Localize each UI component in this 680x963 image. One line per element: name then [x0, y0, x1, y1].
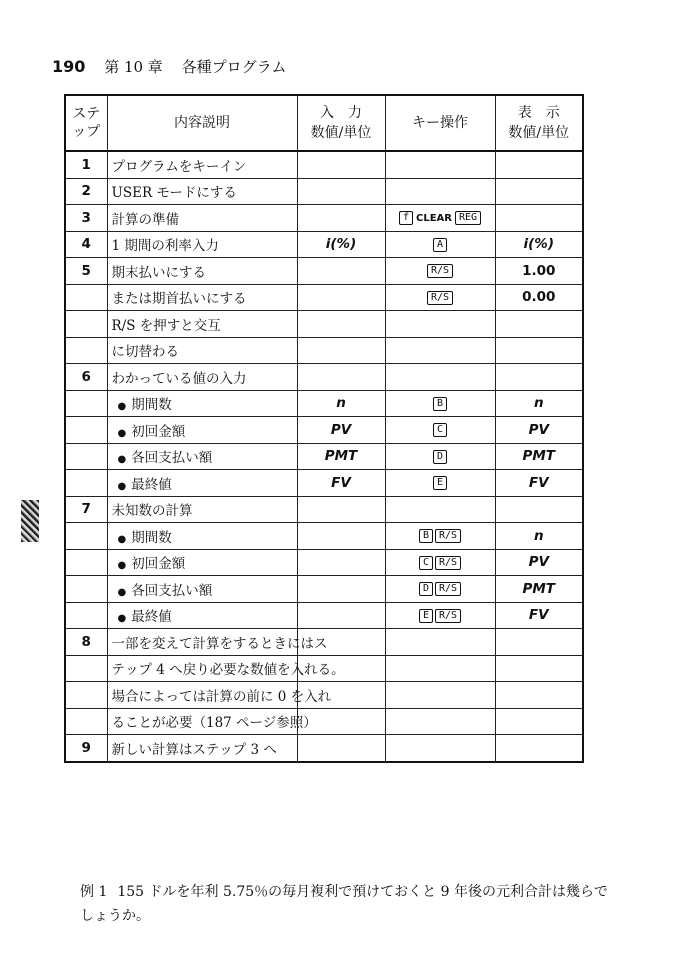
- description-text: 各回支払い額: [131, 582, 213, 599]
- key-cell: [385, 523, 495, 550]
- display-cell: [495, 364, 583, 391]
- display-cell: 0.00: [495, 284, 583, 311]
- description-cell: [107, 549, 297, 576]
- table-row: [65, 337, 583, 364]
- step-cell: [65, 576, 107, 603]
- description-text: ることが必要（187 ページ参照）: [111, 715, 317, 732]
- table-row: [65, 523, 583, 550]
- calculator-key: C: [433, 423, 447, 437]
- description-text: 計算の準備: [111, 211, 179, 228]
- input-cell: [297, 337, 385, 364]
- table-row: [65, 311, 583, 338]
- step-cell: [65, 390, 107, 417]
- bullet-marker: ●: [117, 454, 127, 466]
- calculator-key: R/S: [435, 609, 461, 623]
- key-cell: [385, 390, 495, 417]
- description-cell: [107, 708, 317, 735]
- input-cell: n: [297, 390, 385, 417]
- step-cell: [65, 443, 107, 470]
- input-cell: PMT: [297, 443, 385, 470]
- display-cell: [495, 655, 583, 682]
- key-cell: [385, 364, 495, 391]
- chapter-number: 第 10 章: [104, 58, 163, 76]
- bullet-marker: ●: [117, 586, 127, 598]
- display-cell: [495, 682, 583, 709]
- table-row: [65, 205, 583, 232]
- input-cell: [297, 735, 385, 762]
- key-cell: [385, 258, 495, 285]
- display-cell: PV: [495, 549, 583, 576]
- key-cell: [385, 549, 495, 576]
- input-cell: FV: [297, 470, 385, 497]
- description-text: 一部を変えて計算をするときにはス: [111, 635, 328, 652]
- description-text: わかっている値の入力: [111, 370, 247, 387]
- display-cell: n: [495, 390, 583, 417]
- key-cell: [385, 337, 495, 364]
- bullet-marker: ●: [117, 613, 127, 625]
- display-cell: PMT: [495, 576, 583, 603]
- display-cell: [495, 708, 583, 735]
- step-cell: [65, 523, 107, 550]
- description-cell: [107, 390, 297, 417]
- display-cell: FV: [495, 602, 583, 629]
- page-header: [52, 56, 286, 77]
- key-cell: [385, 496, 495, 523]
- calculator-key: REG: [455, 211, 481, 225]
- calculator-key: D: [433, 450, 447, 464]
- table-row: [65, 629, 583, 656]
- key-cell: [385, 443, 495, 470]
- display-cell: [495, 311, 583, 338]
- thumb-index-mark: [21, 500, 39, 542]
- step-cell: 7: [65, 496, 107, 523]
- example-text: 155 ドルを年利 5.75％の毎月複利で預けておくと 9 年後の元利合計は幾らでしょうか。: [80, 884, 608, 924]
- bullet-marker: ●: [117, 427, 127, 439]
- step-cell: [65, 284, 107, 311]
- step-cell: 6: [65, 364, 107, 391]
- step-cell: 2: [65, 178, 107, 205]
- input-cell: [297, 311, 385, 338]
- key-cell: [385, 682, 495, 709]
- bullet-marker: ●: [117, 560, 127, 572]
- col-display: [495, 95, 583, 151]
- display-cell: [495, 735, 583, 762]
- description-cell: [107, 735, 297, 762]
- description-text: 新しい計算はステップ 3 へ: [111, 741, 277, 758]
- description-cell: [107, 470, 297, 497]
- table-row: [65, 655, 583, 682]
- description-cell: [107, 284, 297, 311]
- description-cell: [107, 629, 328, 656]
- table-header-row: [65, 95, 583, 151]
- key-cell: [385, 629, 495, 656]
- step-cell: [65, 311, 107, 338]
- display-cell: [495, 496, 583, 523]
- description-text: 期末払いにする: [111, 264, 206, 281]
- step-cell: [65, 602, 107, 629]
- calculator-key: CLEAR: [415, 212, 452, 224]
- step-cell: [65, 549, 107, 576]
- table-row: [65, 470, 583, 497]
- step-cell: [65, 470, 107, 497]
- step-cell: [65, 682, 107, 709]
- example-paragraph: [80, 880, 620, 928]
- col-input: [297, 95, 385, 151]
- page-number: 190: [52, 57, 86, 76]
- display-cell: PV: [495, 417, 583, 444]
- table-row: [65, 231, 583, 258]
- key-cell: [385, 655, 495, 682]
- description-cell: [107, 231, 297, 258]
- display-cell: [495, 629, 583, 656]
- description-text: 最終値: [131, 609, 172, 626]
- table-row: [65, 364, 583, 391]
- description-cell: [107, 523, 297, 550]
- description-cell: [107, 258, 297, 285]
- key-cell: [385, 284, 495, 311]
- bullet-marker: ●: [117, 480, 127, 492]
- input-cell: [297, 364, 385, 391]
- display-cell: n: [495, 523, 583, 550]
- display-cell: [495, 151, 583, 178]
- input-cell: i(%): [297, 231, 385, 258]
- input-cell: [297, 284, 385, 311]
- description-cell: [107, 496, 297, 523]
- description-cell: [107, 443, 297, 470]
- step-cell: 5: [65, 258, 107, 285]
- calculator-key: R/S: [435, 529, 461, 543]
- description-cell: [107, 337, 297, 364]
- chapter-title: 各種プログラム: [181, 58, 287, 76]
- calculator-key: C: [419, 556, 433, 570]
- description-text: テップ 4 へ戻り必要な数値を入れる。: [111, 662, 345, 679]
- input-cell: [297, 258, 385, 285]
- key-cell: [385, 417, 495, 444]
- description-cell: [107, 576, 297, 603]
- input-cell: [297, 523, 385, 550]
- table-row: [65, 735, 583, 762]
- description-text: 未知数の計算: [111, 503, 193, 520]
- calculator-key: R/S: [435, 582, 461, 596]
- description-text: USER モードにする: [111, 185, 237, 202]
- bullet-marker: ●: [117, 401, 127, 413]
- step-cell: 4: [65, 231, 107, 258]
- table-row: [65, 390, 583, 417]
- table-row: [65, 602, 583, 629]
- table-body: [65, 151, 583, 762]
- description-text: 初回金額: [131, 423, 186, 440]
- table-row: [65, 708, 583, 735]
- input-cell: [297, 602, 385, 629]
- table-row: [65, 417, 583, 444]
- description-cell: [107, 311, 297, 338]
- step-cell: [65, 708, 107, 735]
- description-text: 最終値: [131, 476, 172, 493]
- example-label: 例 1: [80, 884, 108, 900]
- description-cell: [107, 364, 297, 391]
- step-cell: 3: [65, 205, 107, 232]
- key-cell: [385, 708, 495, 735]
- description-text: 各回支払い額: [131, 450, 213, 467]
- table-row: [65, 151, 583, 178]
- calculator-key: f: [399, 211, 413, 225]
- key-cell: [385, 470, 495, 497]
- display-cell: PMT: [495, 443, 583, 470]
- key-cell: [385, 735, 495, 762]
- calculator-key: E: [433, 476, 447, 490]
- col-display-sub: 数値/単位: [508, 125, 570, 141]
- calculator-key: D: [419, 582, 433, 596]
- col-input-sub: 数値/単位: [310, 125, 372, 141]
- description-cell: [107, 655, 345, 682]
- display-cell: FV: [495, 470, 583, 497]
- input-cell: [297, 576, 385, 603]
- step-cell: 8: [65, 629, 107, 656]
- step-cell: [65, 337, 107, 364]
- calculator-key: B: [433, 397, 447, 411]
- description-cell: [107, 602, 297, 629]
- calculator-key: B: [419, 529, 433, 543]
- program-table: [64, 94, 584, 763]
- description-text: プログラムをキーイン: [111, 158, 247, 175]
- col-display-title: 表 示: [517, 105, 560, 121]
- key-cell: [385, 311, 495, 338]
- input-cell: PV: [297, 417, 385, 444]
- col-step: ステップ: [65, 95, 107, 151]
- table-row: [65, 549, 583, 576]
- description-text: 場合によっては計算の前に 0 を入れ: [111, 688, 332, 705]
- step-cell: [65, 417, 107, 444]
- step-cell: 1: [65, 151, 107, 178]
- bullet-marker: ●: [117, 533, 127, 545]
- table-row: [65, 284, 583, 311]
- table-row: [65, 576, 583, 603]
- key-cell: [385, 151, 495, 178]
- table-row: [65, 682, 583, 709]
- calculator-key: R/S: [435, 556, 461, 570]
- calculator-key: E: [419, 609, 433, 623]
- key-cell: [385, 231, 495, 258]
- table-row: [65, 178, 583, 205]
- input-cell: [297, 205, 385, 232]
- display-cell: [495, 178, 583, 205]
- display-cell: 1.00: [495, 258, 583, 285]
- description-cell: [107, 682, 332, 709]
- description-cell: [107, 205, 297, 232]
- description-cell: [107, 417, 297, 444]
- input-cell: [297, 151, 385, 178]
- step-cell: 9: [65, 735, 107, 762]
- step-cell: [65, 655, 107, 682]
- key-cell: [385, 178, 495, 205]
- key-cell: [385, 602, 495, 629]
- col-description: 内容説明: [107, 95, 297, 151]
- calculator-key: A: [433, 238, 447, 252]
- input-cell: [297, 178, 385, 205]
- calculator-key: R/S: [427, 264, 453, 278]
- input-cell: [297, 496, 385, 523]
- display-cell: i(%): [495, 231, 583, 258]
- description-text: に切替わる: [111, 344, 179, 361]
- key-cell: [385, 576, 495, 603]
- display-cell: [495, 337, 583, 364]
- col-input-title: 入 力: [320, 105, 362, 121]
- description-cell: [107, 151, 297, 178]
- input-cell: [297, 549, 385, 576]
- table-row: [65, 258, 583, 285]
- col-key: キー操作: [385, 95, 495, 151]
- description-text: 期間数: [131, 529, 172, 546]
- description-text: 初回金額: [131, 556, 186, 573]
- description-text: 期間数: [131, 397, 172, 414]
- description-text: R/S を押すと交互: [111, 317, 221, 334]
- calculator-key: R/S: [427, 291, 453, 305]
- description-text: または期首払いにする: [111, 291, 247, 308]
- table-row: [65, 443, 583, 470]
- table-row: [65, 496, 583, 523]
- display-cell: [495, 205, 583, 232]
- description-cell: [107, 178, 297, 205]
- key-cell: [385, 205, 495, 232]
- description-text: 1 期間の利率入力: [111, 238, 219, 255]
